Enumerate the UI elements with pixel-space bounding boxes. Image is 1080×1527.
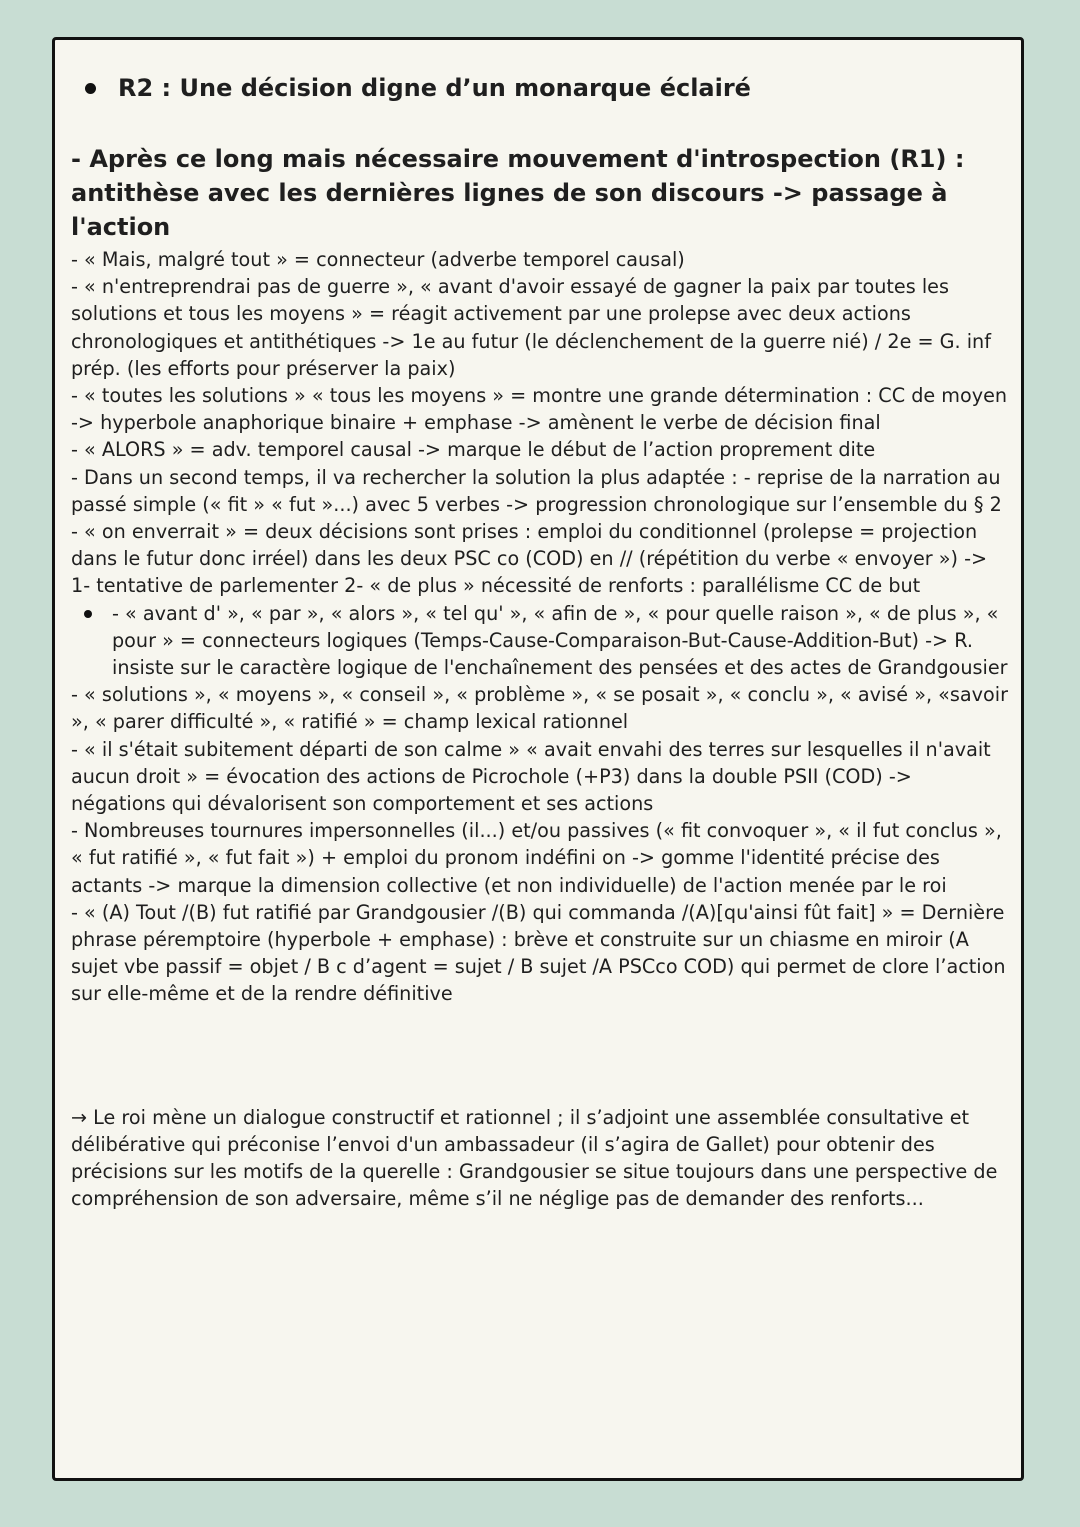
conclusion-text: → Le roi mène un dialogue constructif et rationnel ; il s’adjoint une assemblée consultative et délibérative qui préconise l’envoi d'un ambassadeur (il s’agira de Gallet) pour obtenir des précisions sur les motifs de la querelle : Grandgousier se situe toujours dans une perspective de compréhension de son adversaire, même s’il ne néglige pas de demander des renforts... bbox=[71, 1105, 998, 1211]
section-title bbox=[85, 70, 1011, 106]
analysis-body bbox=[71, 246, 1011, 1008]
bullet-icon bbox=[85, 83, 96, 94]
analysis-paragraph: - « (A) Tout /(B) fut ratifié par Grandgousier /(B) qui commanda /(A)[qu'ainsi fût fait] » = Dernière phrase péremptoire (hyperbole + emphase) : brève et construite sur un chiasme en miroir (A sujet vbe passif = objet / B c d’agent = sujet / B sujet /A PSCco COD) qui permet de clore l’action sur elle-même et de la rendre définitive bbox=[71, 900, 1006, 1006]
analysis-paragraph: - « Mais, malgré tout » = connecteur (adverbe temporel causal) bbox=[71, 248, 685, 271]
analysis-paragraph: - « solutions », « moyens », « conseil », « problème », « se posait », « conclu », « avisé », «savoir », « parer difficulté », « ratifié » = champ lexical rationnel bbox=[71, 683, 1008, 734]
bullet-icon bbox=[84, 610, 92, 618]
analysis-paragraph: - « il s'était subitement départi de son calme » « avait envahi des terres sur lesquelles il n'avait aucun droit » = évocation des actions de Picrochole (+P3) dans la double PSII (COD) -> négations qui dévalorisent son comportement et ses actions bbox=[71, 737, 991, 816]
bullet-text: - « avant d' », « par », « alors », « tel qu' », « afin de », « pour quelle raison », « de plus », « pour » = connecteurs logiques (Temps-Cause-Comparaison-But-Cause-Addition-But) -> R. insiste sur le caractère logique de l'enchaînement des pensées et des actes de Grandgousier bbox=[112, 601, 1008, 680]
analysis-paragraph: - « on enverrait » = deux décisions sont prises : emploi du conditionnel (prolepse = projection dans le futur donc irréel) dans les deux PSC co (COD) en // (répétition du verbe « envoyer ») -> 1- tentative de parlementer 2- « de plus » nécessité de renforts : parallélisme CC de but bbox=[71, 520, 988, 598]
analysis-paragraph: - « n'entreprendrai pas de guerre », « avant d'avoir essayé de gagner la paix par toutes les solutions et tous les moyens » = réagit activement par une prolepse avec deux actions chronologiques et antithétiques -> 1e au futur (le déclenchement de la guerre nié) / 2e = G. inf prép. (les efforts pour préserver la paix) bbox=[71, 275, 991, 380]
conclusion bbox=[71, 1104, 1011, 1213]
analysis-paragraph: - Nombreuses tournures impersonnelles (il...) et/ou passives (« fit convoquer », « il fut conclus », « fut ratifié », « fut fait ») + emploi du pronom indéfini on -> gomme l'identité précise des actants -> marque la dimension collective (et non individuelle) de l'action menée par le roi bbox=[71, 819, 1002, 897]
analysis-paragraph: - « ALORS » = adv. temporel causal -> marque le début de l’action proprement dite bbox=[71, 438, 876, 462]
section-title-text: R2 : Une décision digne d’un monarque éclairé bbox=[118, 74, 751, 102]
analysis-paragraph: - Dans un second temps, il va rechercher la solution la plus adaptée : - reprise de la narration au passé simple (« fit » « fut »...) avec 5 verbes -> progression chronologique sur l’ensemble du § 2 bbox=[71, 465, 1002, 516]
section-subtitle: - Après ce long mais nécessaire mouvement d'introspection (R1) : antithèse avec les dernières lignes de son discours -> passage à l'action bbox=[71, 145, 965, 241]
page-content bbox=[71, 70, 1011, 1213]
document-page bbox=[52, 37, 1024, 1481]
bullet-item bbox=[71, 600, 1011, 682]
analysis-paragraph: - « toutes les solutions » « tous les moyens » = montre une grande détermination : CC de moyen -> hyperbole anaphorique binaire + emphase -> amènent le verbe de décision final bbox=[71, 384, 1008, 435]
